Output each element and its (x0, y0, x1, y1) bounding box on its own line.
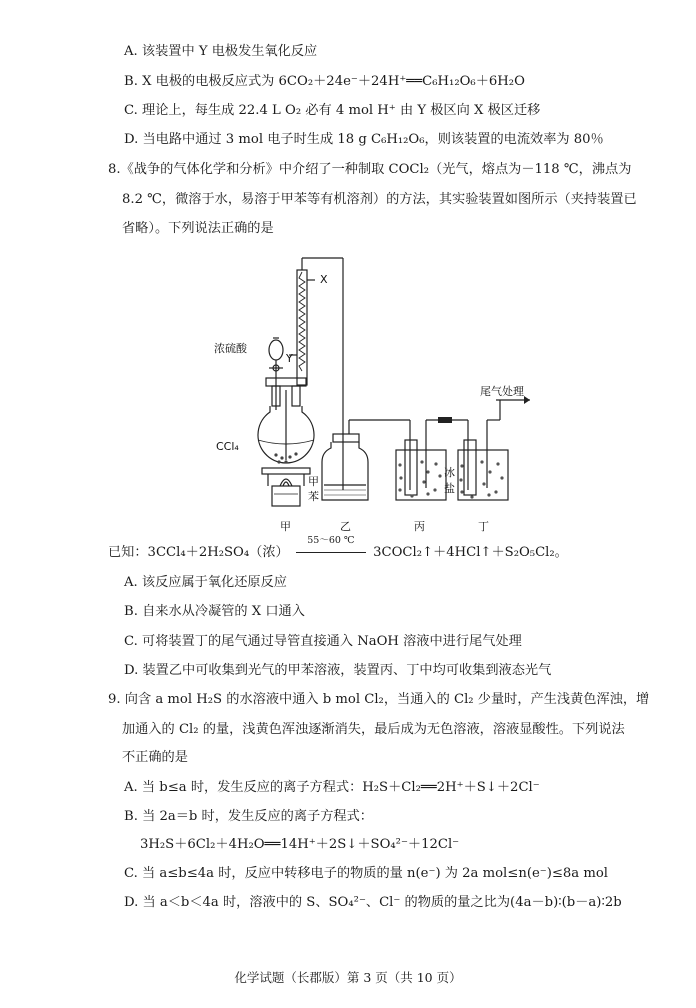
q8-stem-line2: 8.2 ℃，微溶于水，易溶于甲苯等有机溶剂）的方法，其实验装置如图所示（夹持装置已 (122, 192, 637, 207)
label-toluene-1: 甲 (308, 475, 319, 488)
dropping-funnel (269, 338, 283, 410)
q9-option-d: D. 当 a＜b＜4a 时，溶液中的 S、SO₄²⁻、Cl⁻ 的物质的量之比为(4a－b)∶(b－a)∶2b (124, 895, 622, 910)
q9-option-c: C. 当 a≤b≤4a 时，反应中转移电子的物质的量 n(e⁻) 为 2a mol≤n(e⁻)≤8a mol (124, 866, 609, 881)
q9-stem-line3: 不正确的是 (122, 750, 188, 765)
q7-option-d: D. 当电路中通过 3 mol 电子时生成 18 g C₆H₁₂O₆，则该装置的电流效率为 80％ (124, 132, 604, 147)
label-apparatus-yi: 乙 (340, 520, 351, 533)
q9-option-b-line1: B. 当 2a＝b 时，发生反应的离子方程式： (124, 809, 373, 824)
q8-option-b: B. 自来水从冷凝管的 X 口通入 (124, 604, 305, 619)
label-ice-1: 冰 (444, 466, 455, 479)
bottle-yi (322, 420, 368, 500)
label-ccl4: CCl₄ (216, 440, 239, 453)
q9-stem-line1: 9. 向含 a mol H₂S 的水溶液中通入 b mol Cl₂，当通入的 Cl₂ 少量时，产生浅黄色浑浊，增 (108, 692, 650, 707)
label-apparatus-bing: 丙 (414, 520, 425, 533)
q7-option-b: B. X 电极的电极反应式为 6CO₂＋24e⁻＋24H⁺══C₆H₁₂O₆＋6H₂O (124, 74, 525, 89)
reaction-reactants: 已知：3CCl₄＋2H₂SO₄（浓） (108, 545, 289, 560)
round-bottom-flask (258, 390, 314, 464)
q7-option-c: C. 理论上，每生成 22.4 L O₂ 必有 4 mol H⁺ 由 Y 极区向 X 极区迁移 (124, 103, 541, 118)
q9-option-b-line2: 3H₂S＋6Cl₂＋4H₂O══14H⁺＋2S↓＋SO₄²⁻＋12Cl⁻ (140, 837, 460, 852)
label-y: Y (286, 352, 293, 365)
label-toluene-2: 苯 (308, 490, 319, 503)
condenser (289, 258, 343, 385)
q8-known-reaction (108, 535, 696, 563)
q8-option-c: C. 可将装置丁的尾气通过导管直接通入 NaOH 溶液中进行尾气处理 (124, 634, 522, 649)
q8-stem-line3: 省略）。下列说法正确的是 (122, 221, 274, 236)
q8-option-a: A. 该反应属于氧化还原反应 (124, 575, 287, 590)
q7-option-a: A. 该装置中 Y 电极发生氧化反应 (124, 44, 318, 59)
q9-stem-line2: 加通入的 Cl₂ 的量，浅黄色浑浊逐渐消失，最后成为无色溶液，溶液显酸性。下列说法 (122, 722, 625, 737)
label-ice-2: 盐 (444, 482, 455, 495)
cold-bath-bing (396, 420, 446, 500)
label-x: X (320, 273, 328, 286)
reaction-condition: 55～60 ℃ (307, 535, 355, 546)
label-apparatus-ding: 丁 (478, 520, 489, 533)
q8-option-d: D. 装置乙中可收集到光气的甲苯溶液，装置丙、丁中均可收集到液态光气 (124, 663, 552, 678)
q9-option-a: A. 当 b≤a 时，发生反应的离子方程式：H₂S＋Cl₂══2H⁺＋S↓＋2Cl⁻ (124, 780, 540, 795)
label-apparatus-jia: 甲 (280, 520, 291, 533)
cold-bath-ding (458, 396, 530, 500)
experiment-apparatus-figure (200, 250, 530, 540)
q8-stem-line1: 8.《战争的气体化学和分析》中介绍了一种制取 COCl₂（光气，熔点为－118 ℃，沸点为 (108, 162, 632, 177)
heating-stand (262, 468, 310, 506)
label-conc-sulfuric-acid: 浓硫酸 (214, 342, 247, 355)
page-footer: 化学试题（长郡版）第 3 页（共 10 页） (234, 970, 462, 985)
reaction-products: 3COCl₂↑＋4HCl↑＋S₂O₅Cl₂。 (373, 545, 568, 560)
label-tail-gas: 尾气处理 (480, 385, 524, 398)
reaction-arrow (293, 535, 369, 563)
